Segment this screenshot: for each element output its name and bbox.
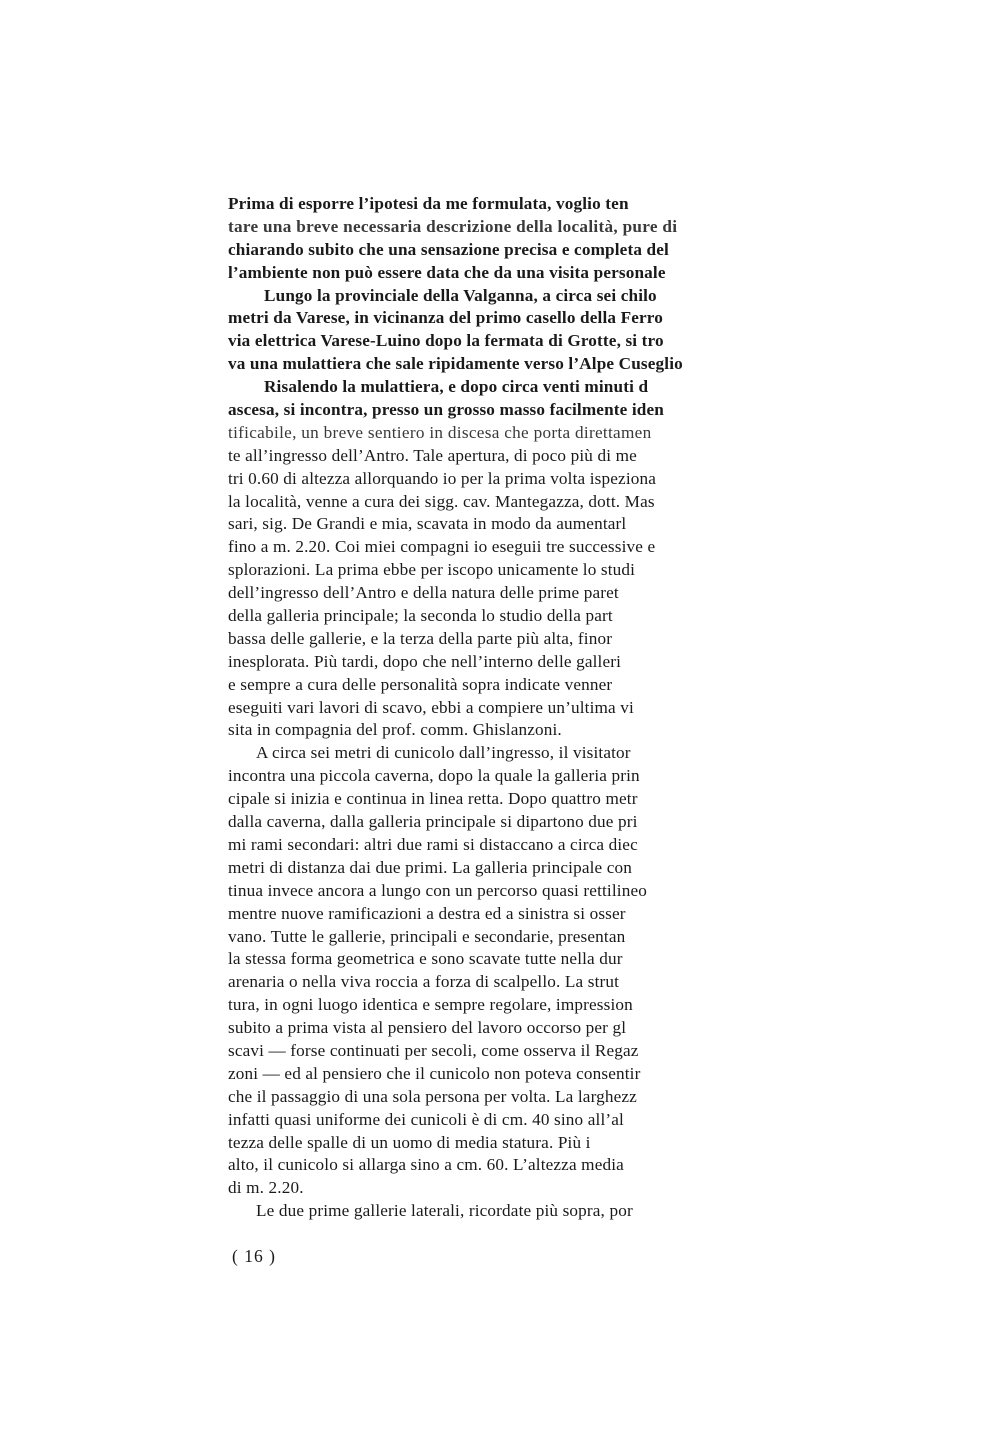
text-line: subito a prima vista al pensiero del lavoro occorso per gl (228, 1018, 627, 1038)
text-line: che il passaggio di una sola persona per volta. La larghezz (228, 1086, 637, 1106)
text-line: splorazioni. La prima ebbe per iscopo unicamente lo studi (228, 560, 636, 580)
text-line: sari, sig. De Grandi e mia, scavata in modo da aumentarl (228, 514, 627, 534)
page-number: ( 16 ) (232, 1246, 276, 1266)
text-line: zoni — ed al pensiero che il cunicolo non poteva consentir (228, 1063, 641, 1083)
body-text (228, 193, 812, 1223)
text-line: mentre nuove ramificazioni a destra ed a sinistra si osser (228, 903, 626, 923)
text-line: dalla caverna, dalla galleria principale si dipartono due pri (228, 812, 638, 832)
text-line: via elettrica Varese-Luino dopo la fermata di Grotte, si tro (228, 331, 664, 351)
text-line: alto, il cunicolo si allarga sino a cm. 60. L’altezza media (228, 1155, 624, 1175)
text-line: Lungo la provinciale della Valganna, a circa sei chilo (264, 285, 657, 305)
text-line: della galleria principale; la seconda lo studio della part (228, 606, 613, 626)
text-line: sita in compagnia del prof. comm. Ghislanzoni. (228, 720, 562, 740)
text-line: di m. 2.20. (228, 1178, 304, 1198)
text-line: dell’ingresso dell’Antro e della natura delle prime paret (228, 583, 619, 603)
text-line: scavi — forse continuati per secoli, come osserva il Regaz (228, 1040, 639, 1060)
text-line: mi rami secondari: altri due rami si distaccano a circa diec (228, 834, 638, 854)
text-line: Prima di esporre l’ipotesi da me formulata, voglio ten (228, 194, 629, 213)
text-line: eseguiti vari lavori di scavo, ebbi a compiere un’ultima vi (228, 697, 634, 717)
text-line: A circa sei metri di cunicolo dall’ingresso, il visitator (256, 743, 631, 763)
text-line: te all’ingresso dell’Antro. Tale apertura, di poco più di me (228, 445, 637, 465)
text-line: chiarando subito che una sensazione precisa e completa del (228, 239, 669, 259)
text-line: e sempre a cura delle personalità sopra indicate venner (228, 674, 613, 694)
text-line: va una mulattiera che sale ripidamente verso l’Alpe Cuseglio (228, 354, 683, 374)
text-line: infatti quasi uniforme dei cunicoli è di cm. 40 sino all’al (228, 1109, 624, 1129)
text-line: l’ambiente non può essere data che da una visita personale (228, 262, 666, 282)
text-line: tare una breve necessaria descrizione della località, pure di (228, 216, 678, 236)
text-line: tificabile, un breve sentiero in discesa che porta direttamen (228, 422, 652, 442)
text-line: tura, in ogni luogo identica e sempre regolare, impression (228, 995, 633, 1015)
text-line: vano. Tutte le gallerie, principali e secondarie, presentan (228, 926, 626, 946)
text-line: metri di distanza dai due primi. La galleria principale con (228, 857, 633, 877)
text-line: tezza delle spalle di un uomo di media statura. Più i (228, 1132, 591, 1152)
text-line: inesplorata. Più tardi, dopo che nell’interno delle galleri (228, 651, 622, 671)
text-line: ascesa, si incontra, presso un grosso masso facilmente iden (228, 400, 664, 420)
text-line: cipale si inizia e continua in linea retta. Dopo quattro metr (228, 789, 638, 809)
text-line: fino a m. 2.20. Coi miei compagni io eseguii tre successive e (228, 537, 656, 557)
text-line: tinua invece ancora a lungo con un percorso quasi rettilineo (228, 880, 647, 900)
text-line: bassa delle gallerie, e la terza della parte più alta, finor (228, 628, 613, 648)
text-line: Le due prime gallerie laterali, ricordate più sopra, por (256, 1201, 633, 1221)
text-line: incontra una piccola caverna, dopo la quale la galleria prin (228, 766, 640, 786)
text-line: la località, venne a cura dei sigg. cav. Mantegazza, dott. Mas (228, 491, 655, 511)
text-line: arenaria o nella viva roccia a forza di scalpello. La strut (228, 972, 620, 992)
text-line: metri da Varese, in vicinanza del primo casello della Ferro (228, 308, 663, 328)
text-line: Risalendo la mulattiera, e dopo circa venti minuti d (264, 377, 649, 397)
text-line: tri 0.60 di altezza allorquando io per la prima volta ispeziona (228, 468, 657, 488)
text-line: la stessa forma geometrica e sono scavate tutte nella dur (228, 949, 623, 969)
